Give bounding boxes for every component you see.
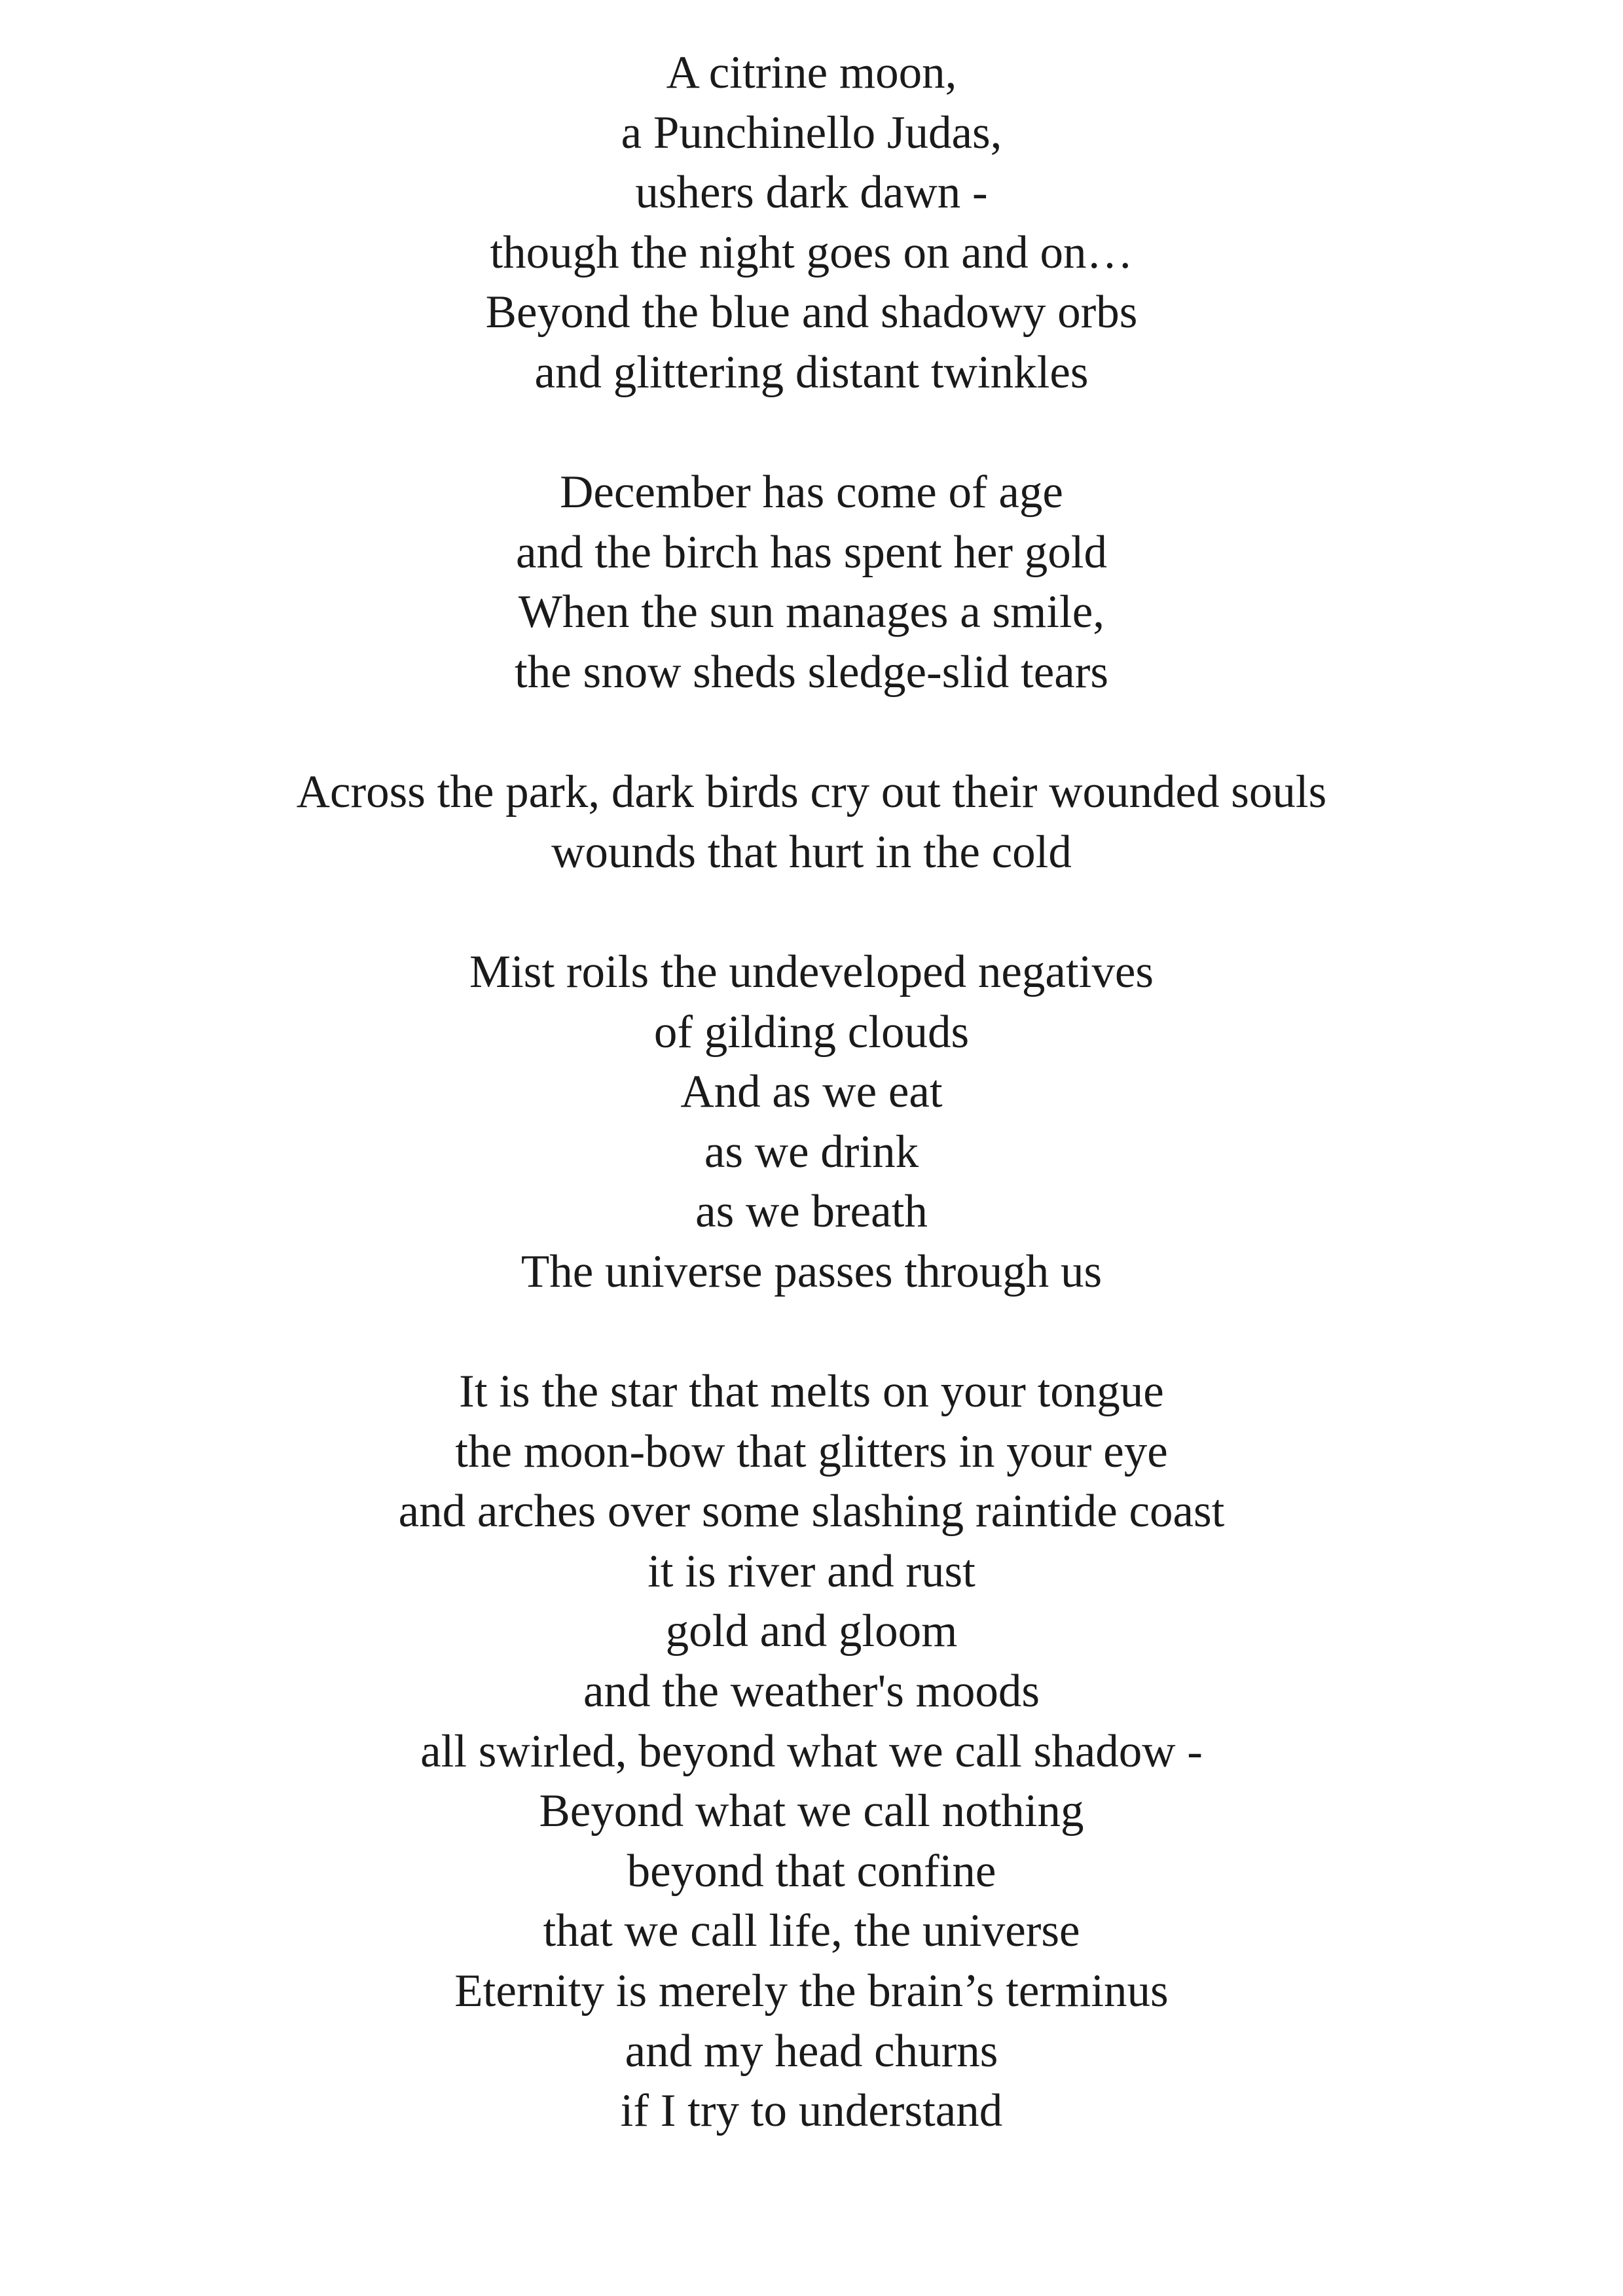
stanza-3 xyxy=(0,762,1623,882)
poem-line: Beyond what we call nothing xyxy=(539,1785,1084,1837)
poem-line: When the sun manages a smile, xyxy=(518,586,1105,638)
poem-line: the moon-bow that glitters in your eye xyxy=(455,1426,1168,1477)
poem-line: a Punchinello Judas, xyxy=(621,107,1002,158)
poem-line: if I try to understand xyxy=(620,2085,1003,2137)
poem-line: A citrine moon, xyxy=(666,47,957,98)
stanza-4 xyxy=(0,942,1623,1302)
poem-line: Across the park, dark birds cry out their wounded souls xyxy=(296,766,1327,818)
poem-line: and the weather's moods xyxy=(583,1666,1040,1717)
poem-line: and glittering distant twinkles xyxy=(534,346,1089,398)
poem-line: ushers dark dawn - xyxy=(635,167,988,219)
poem-line: And as we eat xyxy=(680,1066,943,1118)
poem-line: It is the star that melts on your tongue xyxy=(459,1366,1164,1418)
poem-line: and the birch has spent her gold xyxy=(515,526,1108,578)
poem-line: Mist roils the undeveloped negatives xyxy=(469,946,1154,997)
poem-line: as we drink xyxy=(704,1126,919,1177)
poem-line: it is river and rust xyxy=(647,1545,976,1597)
stanza-5 xyxy=(0,1362,1623,2142)
poem-line: that we call life, the universe xyxy=(543,1905,1080,1957)
poem-line: the snow sheds sledge-slid tears xyxy=(514,646,1109,698)
poem-line: as we breath xyxy=(695,1186,928,1238)
stanza-1 xyxy=(0,43,1623,403)
poem-line: Eternity is merely the brain’s terminus xyxy=(454,1965,1169,2017)
poem-line: December has come of age xyxy=(560,467,1063,518)
poem-line: Beyond the blue and shadowy orbs xyxy=(485,287,1138,338)
poem-line: and arches over some slashing raintide coast xyxy=(398,1486,1225,1537)
poem-line: gold and gloom xyxy=(665,1605,958,1657)
poem xyxy=(0,43,1623,2142)
poem-line: wounds that hurt in the cold xyxy=(551,826,1072,878)
poem-line: beyond that confine xyxy=(627,1845,996,1897)
poem-line: of gilding clouds xyxy=(653,1006,970,1058)
poem-line: though the night goes on and on… xyxy=(490,226,1133,278)
poem-line: and my head churns xyxy=(625,2025,998,2077)
stanza-2 xyxy=(0,463,1623,702)
poem-line: all swirled, beyond what we call shadow - xyxy=(420,1725,1203,1777)
poem-line: The universe passes through us xyxy=(520,1246,1103,1297)
